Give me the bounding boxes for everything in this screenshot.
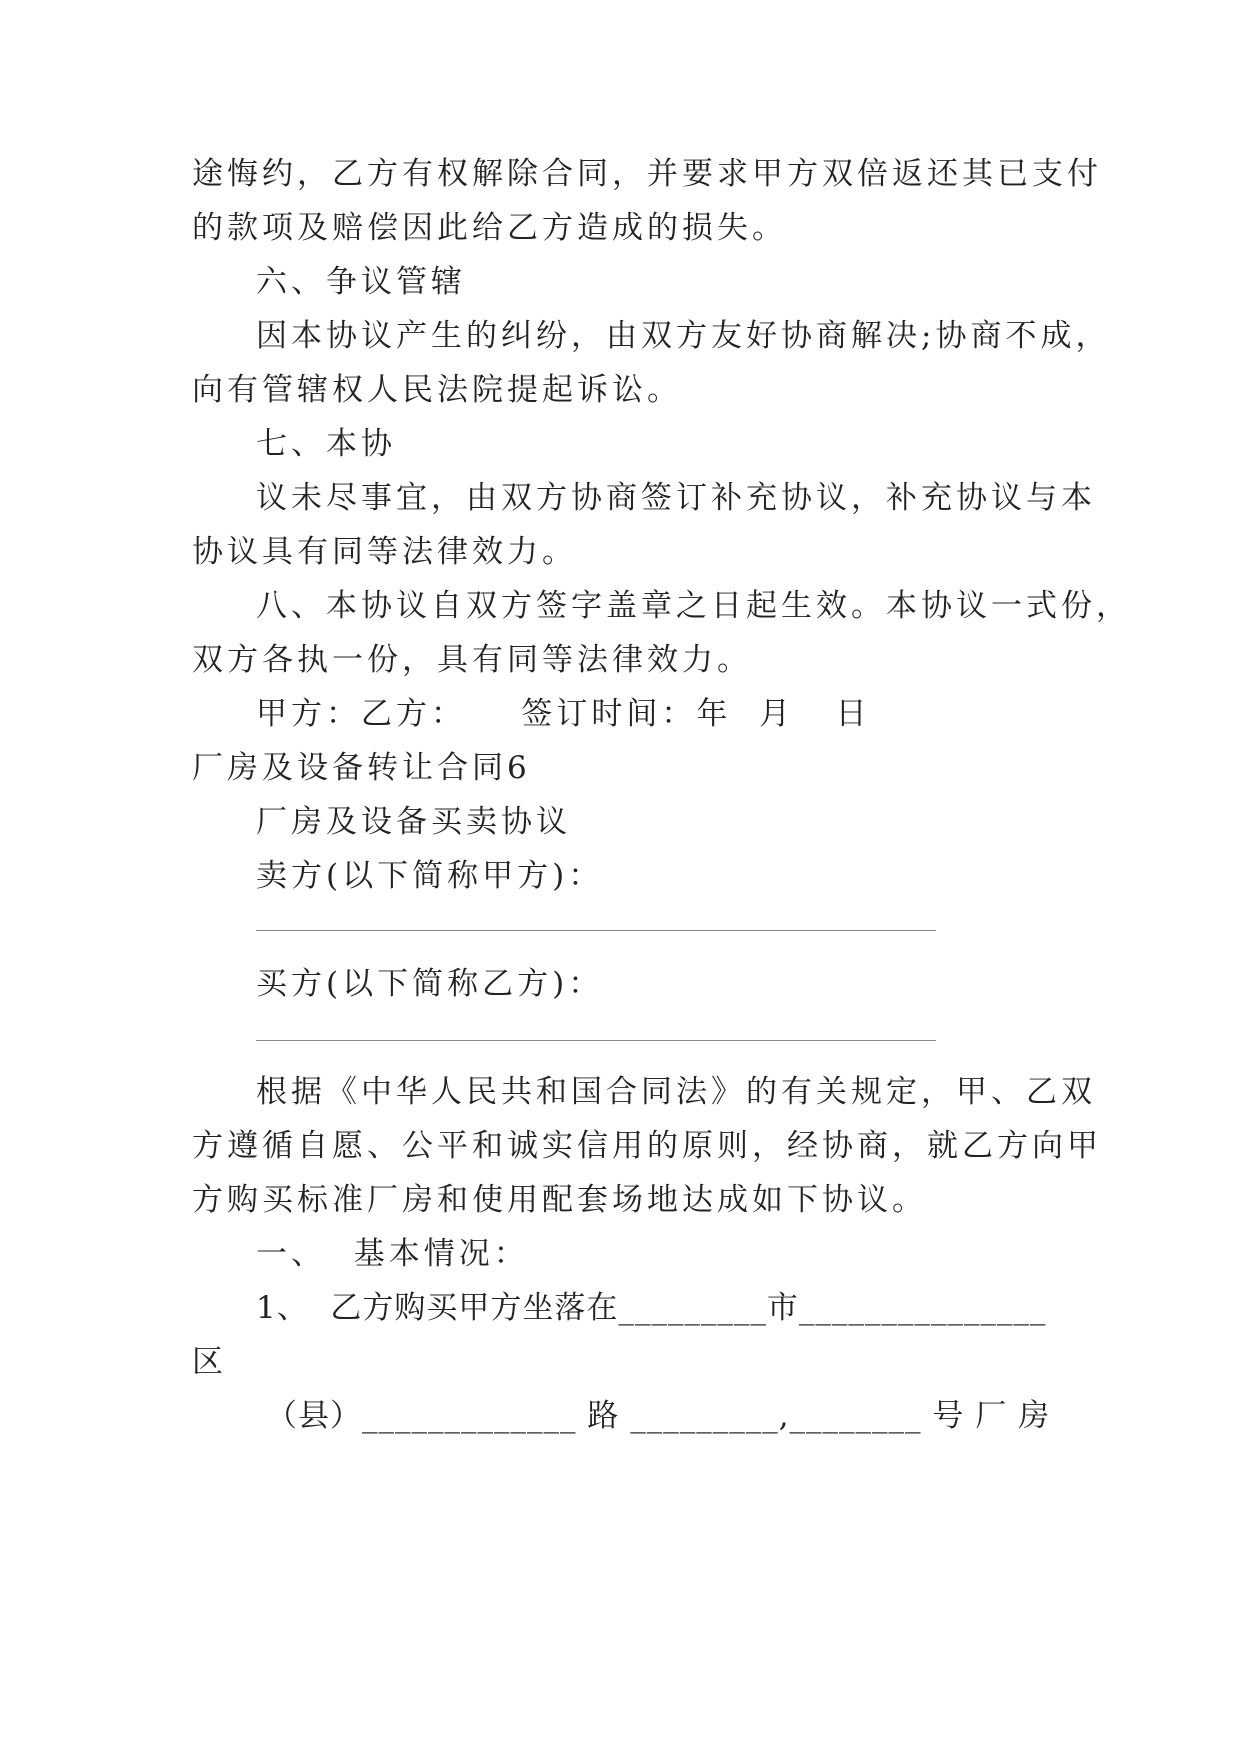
paragraph-line: 因本协议产生的纠纷，由双方友好协商解决;协商不成， <box>256 318 1111 354</box>
signature-line: 甲方：乙方： 签订时间：年 月 日 <box>256 696 871 732</box>
paragraph-line: 区 <box>192 1344 227 1380</box>
buyer-blank-line <box>256 1040 936 1041</box>
paragraph-line: 议未尽事宜，由双方协商签订补充协议，补充协议与本 <box>256 480 1096 516</box>
agreement-title: 厂房及设备买卖协议 <box>256 804 571 840</box>
paragraph-line: （县）_____________ 路 _________,________ 号 厂 房 <box>266 1398 1051 1434</box>
buyer-label: 买方(以下简称乙方)： <box>256 966 604 1002</box>
section-heading: 七、本协 <box>256 426 396 462</box>
section-heading: 六、争议管辖 <box>256 264 466 300</box>
paragraph-line: 方购买标准厂房和使用配套场地达成如下协议。 <box>192 1182 927 1218</box>
paragraph-line: 向有管辖权人民法院提起诉讼。 <box>192 372 682 408</box>
seller-label: 卖方(以下简称甲方)： <box>256 858 604 894</box>
paragraph-line: 方遵循自愿、公平和诚实信用的原则，经协商，就乙方向甲 <box>192 1128 1102 1164</box>
paragraph-line: 八、本协议自双方签字盖章之日起生效。本协议一式份， <box>256 588 1131 624</box>
paragraph-line: 途悔约，乙方有权解除合同，并要求甲方双倍返还其已支付 <box>192 156 1102 192</box>
seller-blank-line <box>256 930 936 931</box>
paragraph-line: 双方各执一份，具有同等法律效力。 <box>192 642 752 678</box>
contract-title: 厂房及设备转让合同6 <box>192 750 531 786</box>
paragraph-line: 根据《中华人民共和国合同法》的有关规定，甲、乙双 <box>256 1074 1096 1110</box>
paragraph-line: 的款项及赔偿因此给乙方造成的损失。 <box>192 210 787 246</box>
section-heading: 一、 基本情况： <box>256 1236 529 1272</box>
paragraph-line: 协议具有同等法律效力。 <box>192 534 577 570</box>
paragraph-line: 1、 乙方购买甲方坐落在_________市_______________ <box>256 1290 1047 1326</box>
